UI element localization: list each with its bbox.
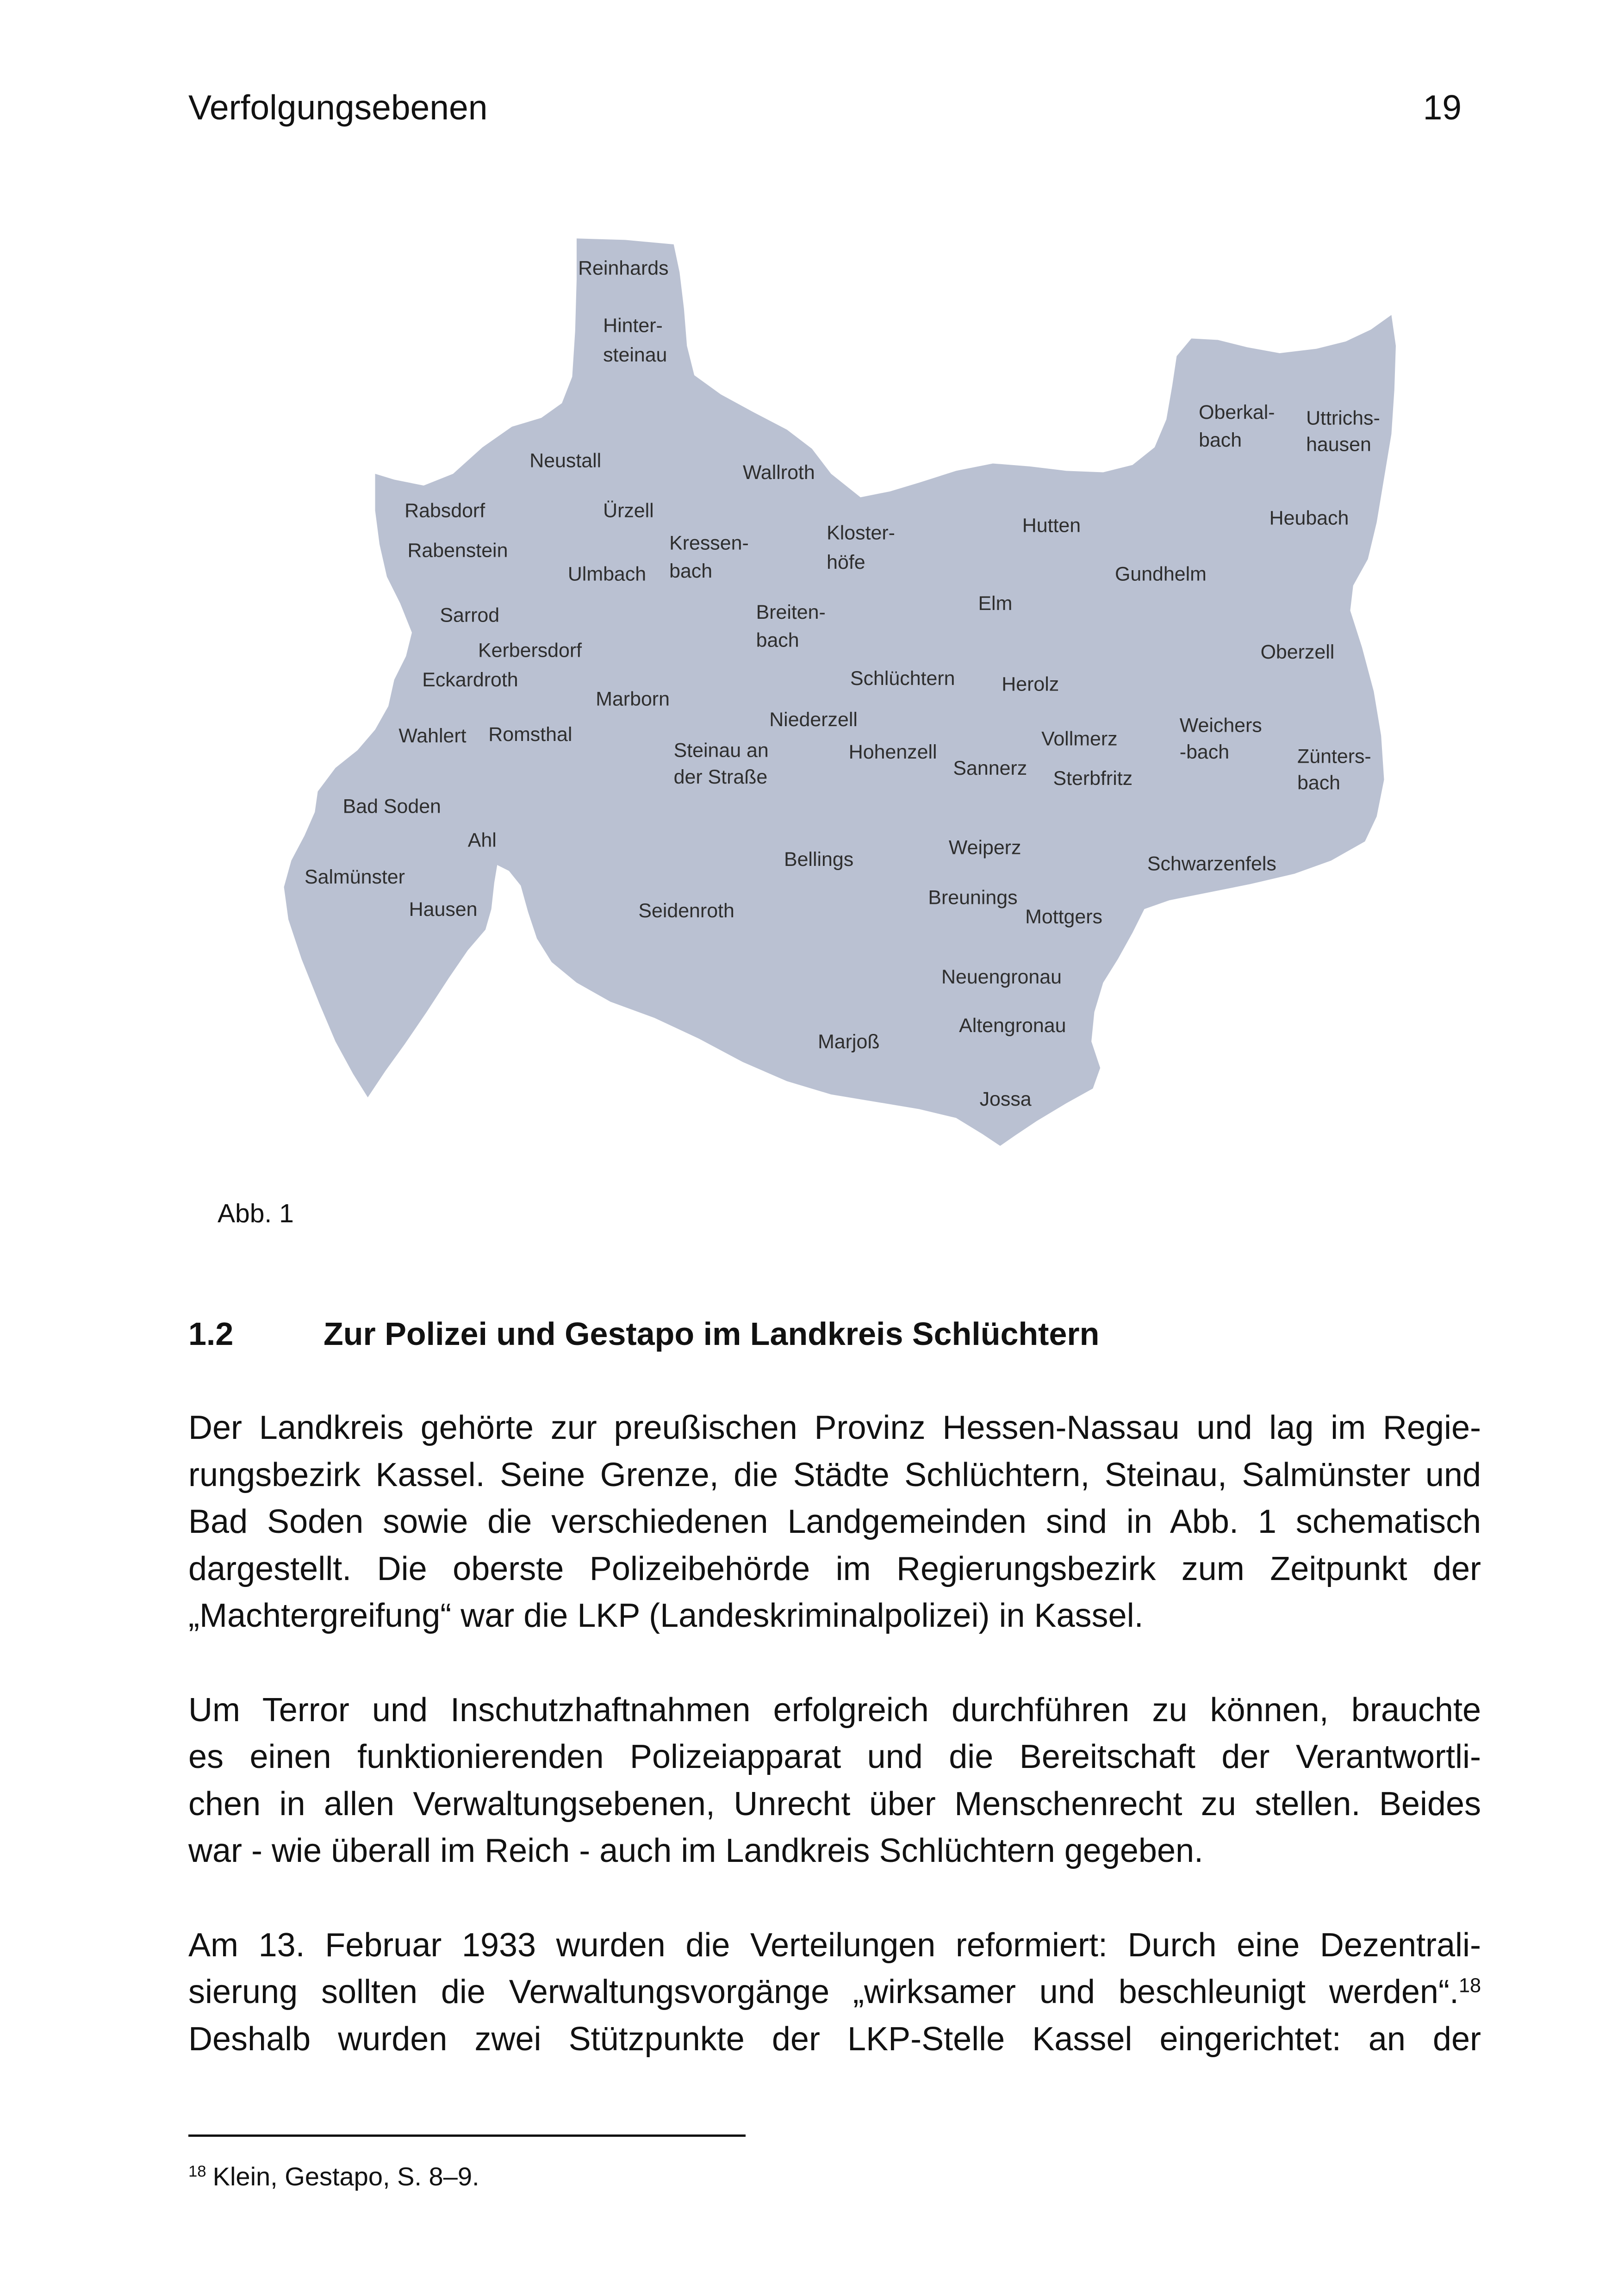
text-line: Bad Soden sowie die verschiedenen Landgemeinden sind in Abb. 1 schematisch — [188, 1503, 1481, 1541]
text-line: dargestellt. Die oberste Polizeibehörde im Regierungsbezirk zum Zeitpunkt der — [188, 1550, 1481, 1587]
text-line — [188, 1969, 1481, 2016]
place-label: hausen — [1306, 433, 1371, 456]
place-label: Wahlert — [398, 724, 467, 747]
page-number: 19 — [1423, 88, 1462, 127]
footnote-rule — [188, 2134, 746, 2137]
text-line: war - wie überall im Reich - auch im Landkreis Schlüchtern gegeben. — [188, 1832, 1204, 1870]
place-label: Salmünster — [305, 866, 405, 889]
place-label: Bad Soden — [342, 795, 441, 818]
place-label: Marjoß — [818, 1030, 880, 1053]
place-label: Jossa — [979, 1088, 1032, 1110]
paragraph — [188, 1405, 1481, 1640]
text-line: Um Terror und Inschutzhaftnahmen erfolgreich durchführen zu können, brauchte — [188, 1691, 1481, 1729]
place-label: Kerbersdorf — [478, 639, 582, 662]
place-label: Oberkal- — [1199, 401, 1275, 423]
place-label: Seidenroth — [638, 900, 734, 922]
district-map — [280, 228, 1405, 1155]
text-line-content: sierung sollten die Verwaltungsvorgänge „wirksamer und beschleunigt werden“. — [188, 1973, 1459, 2011]
place-label: Heubach — [1269, 507, 1349, 529]
section-title: Zur Polizei und Gestapo im Landkreis Schlüchtern — [324, 1316, 1100, 1352]
place-label: Uttrichs- — [1306, 407, 1380, 429]
place-label: Steinau an — [673, 739, 769, 762]
text-line: Am 13. Februar 1933 wurden die Verteilungen reformiert: Durch eine Dezentrali- — [188, 1926, 1481, 1964]
place-label: Sterbfritz — [1053, 767, 1133, 790]
figure-caption: Abb. 1 — [218, 1199, 294, 1228]
paragraph — [188, 1687, 1481, 1875]
place-label: bach — [756, 629, 799, 652]
place-label: Mottgers — [1025, 905, 1102, 928]
place-label: Marborn — [596, 688, 670, 710]
place-label: Herolz — [1002, 673, 1059, 696]
place-label: Ulmbach — [567, 563, 647, 585]
place-label: der Straße — [673, 765, 768, 788]
text-line: rungsbezirk Kassel. Seine Grenze, die Städte Schlüchtern, Steinau, Salmünster und — [188, 1456, 1481, 1493]
place-label: steinau — [603, 343, 667, 366]
place-label: Ürzell — [603, 499, 654, 522]
place-label: Eckardroth — [422, 669, 518, 691]
footnote-text: Klein, Gestapo, S. 8–9. — [212, 2162, 479, 2191]
place-label: Kressen- — [669, 532, 749, 554]
place-label: Weiperz — [948, 836, 1021, 859]
text-line: „Machtergreifung“ war die LKP (Landeskriminalpolizei) in Kassel. — [188, 1597, 1144, 1635]
text-line: Deshalb wurden zwei Stützpunkte der LKP-Stelle Kassel eingerichtet: an der — [188, 2020, 1481, 2058]
place-label: Sarrod — [440, 604, 500, 627]
place-label: Hohenzell — [848, 740, 937, 763]
place-label: höfe — [827, 551, 865, 573]
district-outline — [284, 238, 1396, 1146]
place-label: Zünters- — [1297, 745, 1371, 768]
place-label: Schwarzenfels — [1147, 852, 1276, 875]
text-line: Der Landkreis gehörte zur preußischen Provinz Hessen-Nassau und lag im Regie- — [188, 1409, 1481, 1446]
body-text — [188, 1405, 1481, 2063]
place-label: Neustall — [529, 449, 602, 472]
place-label: Breunings — [928, 886, 1018, 909]
place-label: Weichers — [1179, 714, 1262, 737]
section-number: 1.2 — [188, 1316, 234, 1352]
place-label: Rabenstein — [407, 539, 508, 562]
text-line: chen in allen Verwaltungsebenen, Unrecht über Menschenrecht zu stellen. Beides — [188, 1785, 1481, 1823]
place-label: Hausen — [409, 898, 478, 921]
place-label: Bellings — [784, 848, 854, 871]
place-label: Niederzell — [769, 708, 858, 731]
place-label: Altengronau — [959, 1014, 1066, 1037]
place-label: Vollmerz — [1041, 728, 1118, 750]
place-label: Hutten — [1022, 514, 1081, 537]
place-label: Sannerz — [953, 757, 1027, 779]
place-label: Ahl — [467, 829, 497, 852]
place-label: bach — [1297, 772, 1341, 794]
place-label: Neuengronau — [941, 966, 1062, 989]
place-label: Gundhelm — [1114, 563, 1207, 585]
place-label: Elm — [978, 592, 1013, 615]
text-line: es einen funktionierenden Polizeiapparat und die Bereitschaft der Verantwortli- — [188, 1738, 1481, 1776]
footnote-marker: 18 — [188, 2162, 206, 2180]
paragraph — [188, 1922, 1481, 2063]
place-label: Rabsdorf — [404, 499, 485, 522]
place-label: Reinhards — [578, 257, 669, 280]
place-label: Schlüchtern — [850, 667, 955, 690]
place-label: Breiten- — [756, 601, 826, 624]
section-heading — [0, 1314, 1618, 1353]
place-label: Hinter- — [603, 314, 663, 337]
place-label: Kloster- — [827, 522, 895, 544]
running-header-title: Verfolgungsebenen — [188, 88, 488, 127]
place-label: Oberzell — [1260, 641, 1335, 663]
place-label: Wallroth — [743, 461, 815, 484]
place-label: Romsthal — [488, 723, 573, 746]
footnote-reference: 18 — [1458, 1974, 1481, 1997]
place-label: bach — [1199, 429, 1242, 452]
place-label: bach — [669, 560, 713, 583]
place-label: -bach — [1179, 740, 1230, 763]
footnote — [188, 2161, 479, 2192]
